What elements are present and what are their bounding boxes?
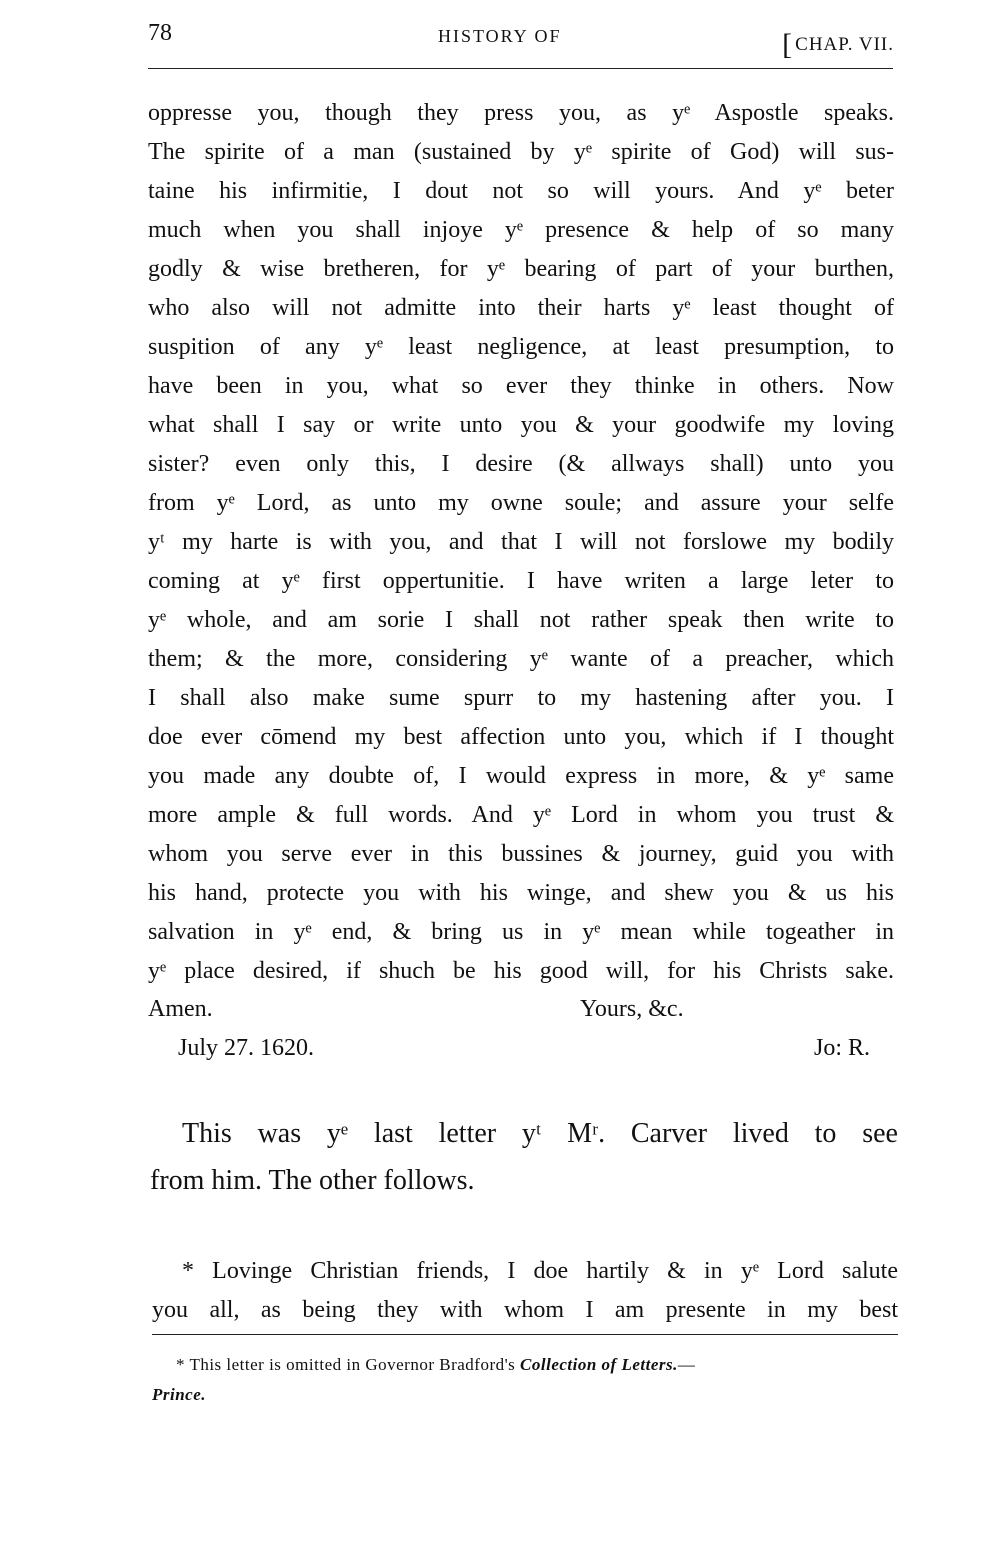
commentary (150, 1110, 898, 1204)
signature-initials: Jo: R. (813, 1035, 870, 1061)
running-header (148, 12, 894, 55)
closing-yours: Yours, &c. (580, 996, 684, 1022)
letter-line: doe ever cōmend my best affection unto you, which if I thought (148, 724, 894, 750)
footnote-text: * This letter is omitted in Governor Bradford's (176, 1355, 521, 1374)
commentary-line: This was yᵉ last letter yᵗ Mʳ. Carver lived to see (182, 1118, 898, 1149)
footnote-dash: — (677, 1355, 696, 1374)
letter-line: I shall also make sume spurr to my hastening after you. I (148, 685, 894, 711)
letter-line: much when you shall injoye yᵉ presence & help of so many (148, 217, 894, 243)
header-rule (148, 68, 893, 69)
second-letter-line: * Lovinge Christian friends, I doe hartily & in yᵉ Lord salute (182, 1258, 898, 1284)
letter-date: July 27. 1620. (178, 1035, 315, 1061)
letter-line: oppresse you, though they press you, as yᵉ Aspostle speaks. (148, 100, 894, 126)
closing-amen: Amen. (148, 996, 213, 1022)
page-number: 78 (148, 20, 172, 46)
letter-line: sister? even only this, I desire (& allways shall) unto you (148, 451, 894, 477)
letter-line: whom you serve ever in this bussines & journey, guid you with (148, 841, 894, 867)
letter-line: coming at yᵉ first oppertunitie. I have writen a large leter to (148, 568, 894, 594)
letter-line: have been in you, what so ever they thinke in others. Now (148, 373, 894, 399)
letter-line: yᵉ whole, and am sorie I shall not rather speak then write to (148, 607, 894, 633)
signature-line (148, 1029, 894, 1068)
footnote-text-line (152, 1350, 898, 1380)
chapter-label: [ CHAP. VII. (782, 24, 894, 58)
letter-line: suspition of any yᵉ least negligence, at least presumption, to (148, 334, 894, 360)
letter-line: yᵗ my harte is with you, and that I will not forslowe my bodily (148, 529, 894, 555)
letter-line: what shall I say or write unto you & your goodwife my loving (148, 412, 894, 438)
footnote-italic: Collection of Letters. (520, 1355, 678, 1374)
letter-line: godly & wise bretheren, for yᵉ bearing of part of your burthen, (148, 256, 894, 282)
second-letter (152, 1252, 898, 1330)
letter-line: more ample & full words. And yᵉ Lord in whom you trust & (148, 802, 894, 828)
running-title: HISTORY OF (438, 26, 562, 46)
letter-line: from yᵉ Lord, as unto my owne soule; and assure your selfe (148, 490, 894, 516)
letter-line: his hand, protecte you with his winge, and shew you & us his (148, 880, 894, 906)
footnote (152, 1350, 898, 1410)
letter-line: The spirite of a man (sustained by yᵉ spirite of God) will sus- (148, 139, 894, 165)
letter-line: you made any doubte of, I would express in more, & yᵉ same (148, 763, 894, 789)
commentary-line: from him. The other follows. (150, 1165, 475, 1196)
letter-line: them; & the more, considering yᵉ wante of a preacher, which (148, 646, 894, 672)
second-letter-line: you all, as being they with whom I am presente in my best (152, 1297, 898, 1323)
footnote-attribution: Prince. (152, 1385, 207, 1404)
letter-line: taine his infirmitie, I dout not so will yours. And yᵉ beter (148, 178, 894, 204)
letter-line: yᵉ place desired, if shuch be his good will, for his Christs sake. (148, 958, 894, 984)
footnote-rule (152, 1334, 898, 1335)
closing-line (148, 990, 894, 1029)
letter-body (148, 94, 894, 991)
letter-line: salvation in yᵉ end, & bring us in yᵉ mean while togeather in (148, 919, 894, 945)
letter-line: who also will not admitte into their harts yᵉ least thought of (148, 295, 894, 321)
